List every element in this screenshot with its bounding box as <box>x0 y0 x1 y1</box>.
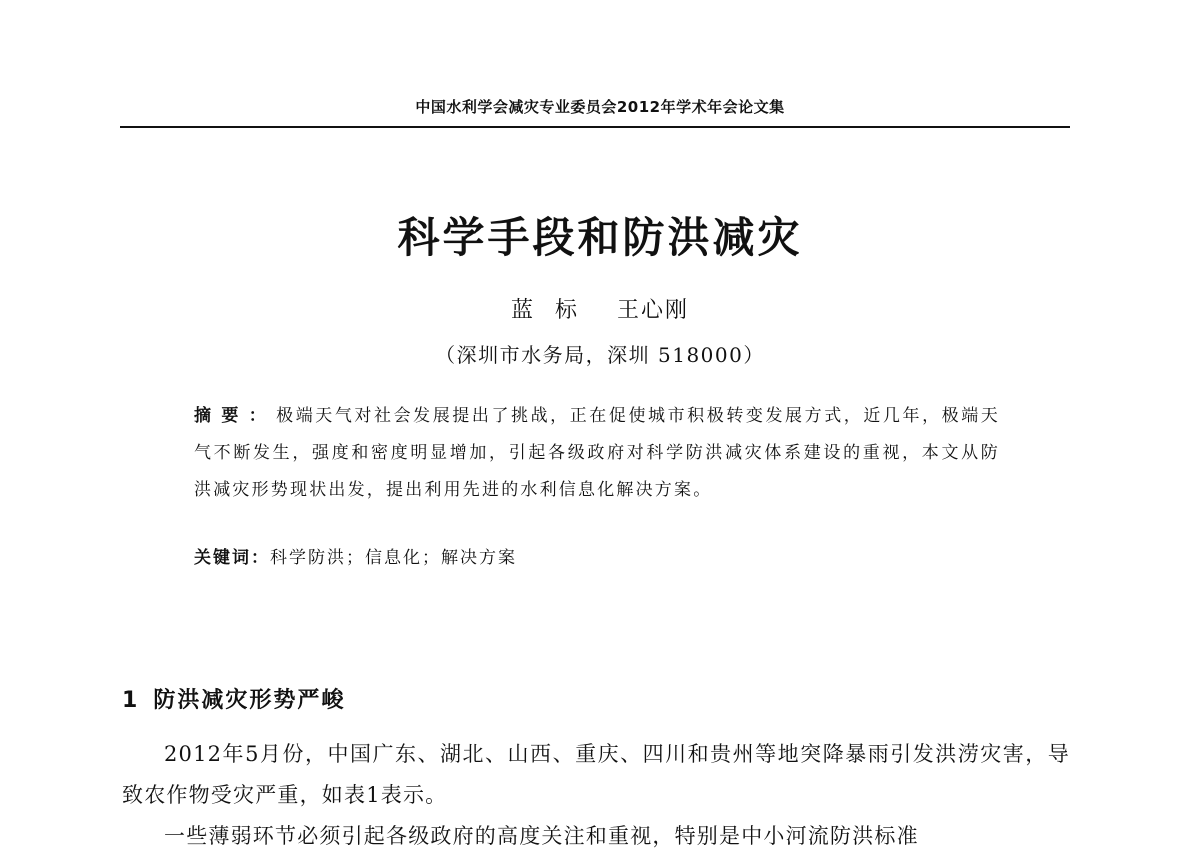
running-header: 中国水利学会减灾专业委员会2012年学术年会论文集 <box>415 98 785 116</box>
keywords-text: 科学防洪；信息化；解决方案 <box>270 548 517 568</box>
author-name: 蓝标 <box>510 298 599 323</box>
body-paragraph: 2012年5月份，中国广东、湖北、山西、重庆、四川和贵州等地突降暴雨引发洪涝灾害，导致农作物受灾严重，如表1表示。 <box>122 742 1070 807</box>
affiliation: （深圳市水务局，深圳 518000） <box>435 343 765 367</box>
header-rule <box>120 126 1070 128</box>
author-name: 王心刚 <box>617 298 690 323</box>
abstract <box>194 398 1000 509</box>
section-number: 1 <box>122 688 140 713</box>
keywords <box>194 540 1000 577</box>
authors <box>0 293 1200 324</box>
body-paragraph: 一些薄弱环节必须引起各级政府的高度关注和重视，特别是中小河流防洪标准 <box>164 824 919 848</box>
keywords-label: 关键词： <box>194 548 270 568</box>
abstract-label: 摘要： <box>194 406 277 426</box>
abstract-text: 极端天气对社会发展提出了挑战，正在促使城市积极转变发展方式，近几年，极端天气不断发生，强度和密度明显增加，引起各级政府对科学防洪减灾体系建设的重视，本文从防洪减灾形势现状出发，提出利用先进的水利信息化解决方案。 <box>194 406 1000 500</box>
section-title: 防洪减灾形势严峻 <box>153 688 346 713</box>
section-heading <box>122 683 345 714</box>
body-text <box>122 734 1070 857</box>
paper-title: 科学手段和防洪减灾 <box>397 213 803 262</box>
